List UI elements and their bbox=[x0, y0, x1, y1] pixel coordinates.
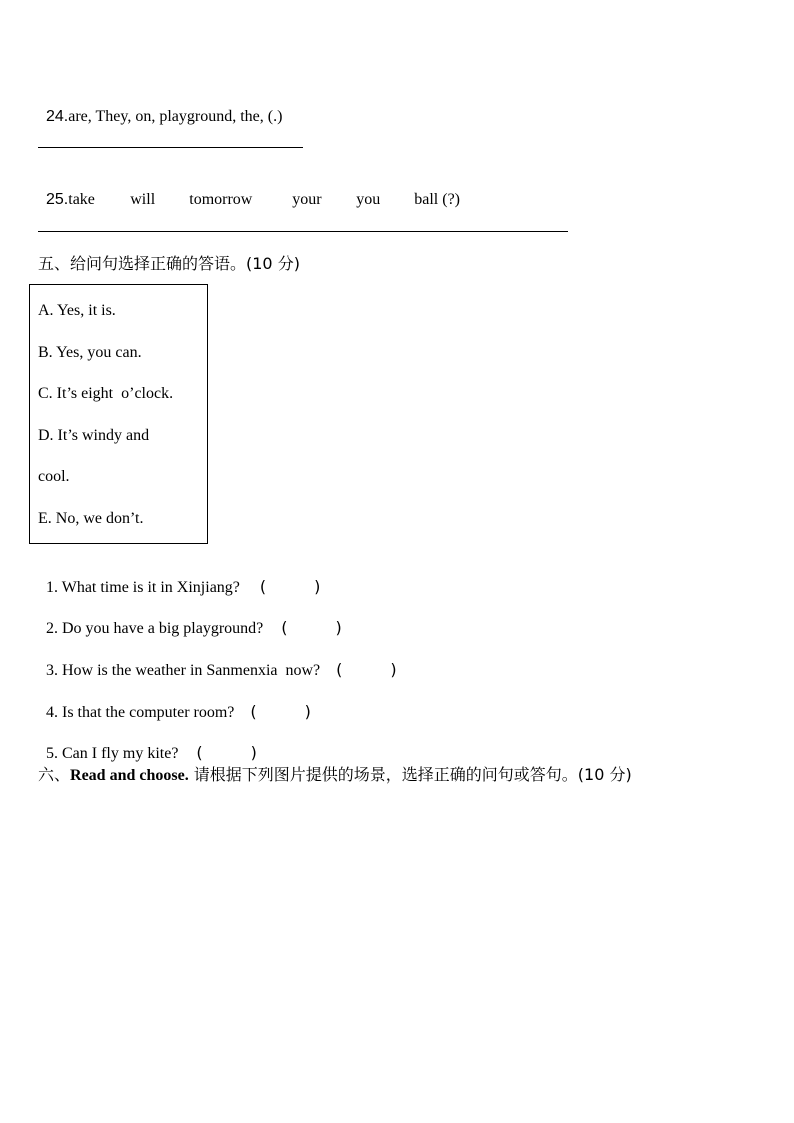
answer-paren-close[interactable]: ) bbox=[250, 743, 257, 762]
question-1 bbox=[38, 557, 320, 598]
option-a: A. Yes, it is. bbox=[38, 302, 116, 319]
question-number: 24. bbox=[46, 108, 69, 125]
question-24 bbox=[38, 87, 282, 127]
question-text: 1. What time is it in Xinjiang? bbox=[46, 579, 240, 596]
option-e: E. No, we don’t. bbox=[38, 510, 144, 527]
section-6-title bbox=[38, 765, 632, 786]
word: your bbox=[292, 191, 322, 208]
question-text: 4. Is that the computer room? bbox=[46, 704, 235, 721]
question-words: are, They, on, playground, the, (.) bbox=[68, 108, 283, 125]
question-3 bbox=[38, 640, 397, 681]
answer-paren-open[interactable]: ( bbox=[336, 660, 343, 679]
question-4 bbox=[38, 682, 311, 723]
word: you bbox=[356, 191, 381, 208]
answer-line-25[interactable] bbox=[38, 231, 568, 232]
answer-paren-open[interactable]: ( bbox=[259, 577, 267, 596]
question-2 bbox=[38, 598, 342, 639]
answer-paren-close[interactable]: ) bbox=[314, 577, 321, 596]
word: will bbox=[130, 191, 156, 208]
answer-paren-open[interactable]: ( bbox=[281, 618, 288, 637]
question-25 bbox=[38, 170, 460, 210]
option-c: C. It’s eight o’clock. bbox=[38, 385, 174, 402]
option-d-continued: cool. bbox=[38, 468, 70, 485]
word: tomorrow bbox=[189, 191, 253, 208]
section-6-prefix: 六、 bbox=[38, 765, 71, 784]
question-5 bbox=[38, 723, 257, 764]
section-6-instruction: 请根据下列图片提供的场景，选择正确的问句或答句。(10 分) bbox=[188, 765, 632, 784]
answer-line-24[interactable] bbox=[38, 147, 303, 148]
options-box bbox=[29, 284, 208, 544]
answer-paren-close[interactable]: ) bbox=[335, 618, 342, 637]
question-text: 3. How is the weather in Sanmenxia now? bbox=[46, 662, 321, 679]
question-number: 25. bbox=[46, 191, 69, 208]
answer-paren-close[interactable]: ) bbox=[390, 660, 397, 679]
answer-paren-close[interactable]: ) bbox=[304, 702, 311, 721]
section-6-english: Read and choose. bbox=[70, 767, 189, 784]
answer-paren-open[interactable]: ( bbox=[196, 743, 203, 762]
word: ball (?) bbox=[414, 191, 460, 208]
question-text: 2. Do you have a big playground? bbox=[46, 620, 264, 637]
option-b: B. Yes, you can. bbox=[38, 344, 142, 361]
word: take bbox=[68, 191, 95, 208]
option-d: D. It’s windy and bbox=[38, 427, 150, 444]
section-5-title: 五、给问句选择正确的答语。(10 分) bbox=[38, 254, 300, 273]
answer-paren-open[interactable]: ( bbox=[250, 702, 257, 721]
question-text: 5. Can I fly my kite? bbox=[46, 745, 179, 762]
